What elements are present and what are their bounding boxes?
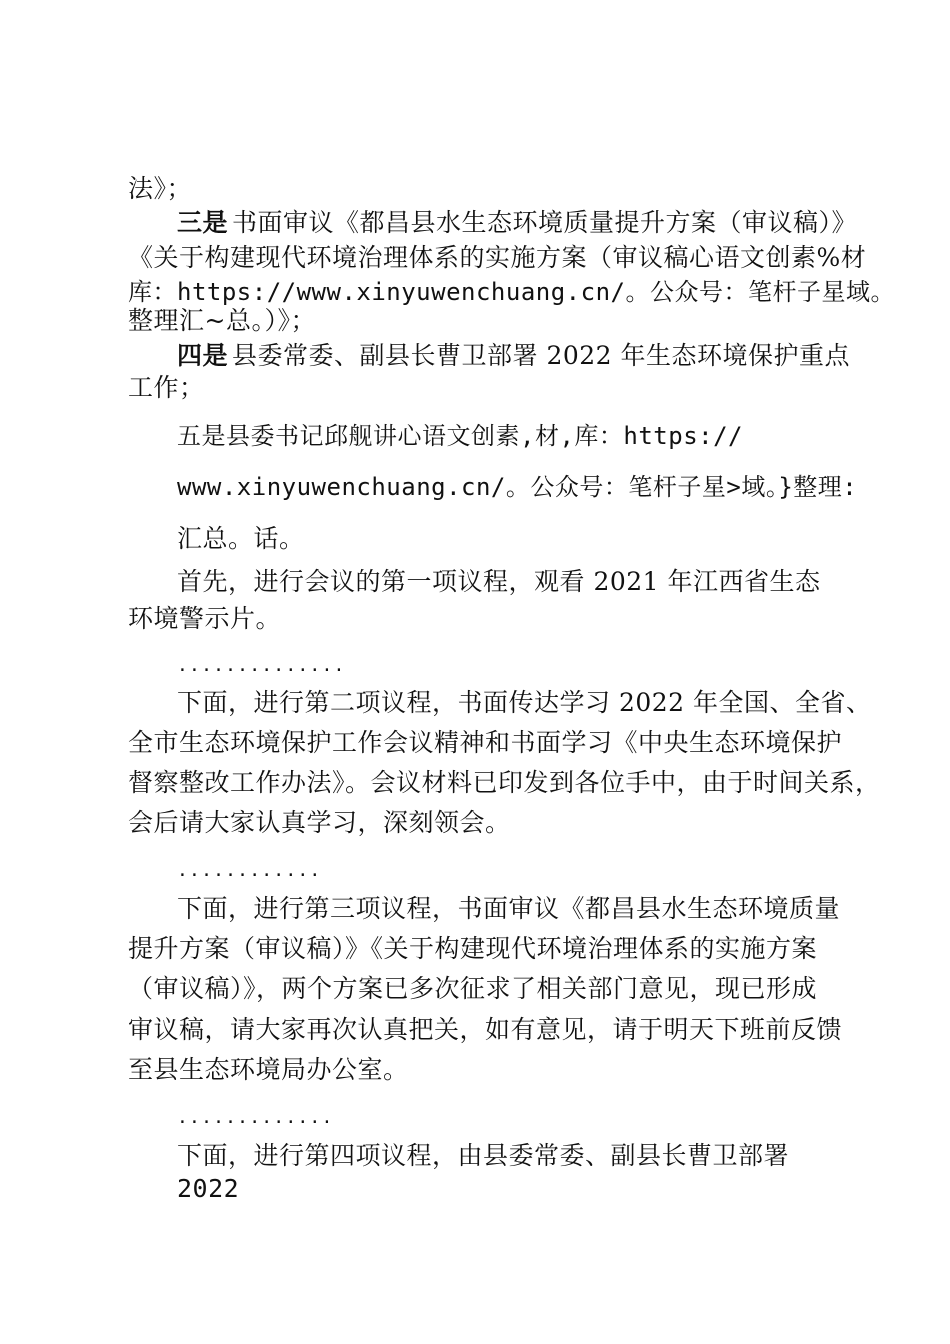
text-line-11: 首先，进行会议的第一项议程，观看 2021 年江西省生态 bbox=[177, 567, 821, 596]
text-line-6: 县委常委、副县长曹卫部署 2022 年生态环境保护重点 bbox=[232, 341, 851, 370]
text-line-2: 书面审议《都昌县水生态环境质量提升方案（审议稿）》 bbox=[232, 208, 858, 237]
text-line-12: 环境警示片。 bbox=[128, 604, 282, 633]
text-line-10: 汇总。话。 bbox=[177, 524, 305, 553]
text-line-23: 2022 bbox=[177, 1174, 240, 1203]
ellipsis-separator-2: ............ bbox=[177, 860, 322, 881]
text-line-13: 下面，进行第二项议程，书面传达学习 2022 年全国、全省、 bbox=[177, 688, 872, 717]
text-line-5: 整理汇~总。）》； bbox=[128, 306, 316, 335]
text-line-15: 督察整改工作办法》。会议材料已印发到各位手中，由于时间关系， bbox=[128, 768, 881, 797]
text-line-9: www.xinyuwenchuang.cn/。公众号：笔杆子星>域。}整理: bbox=[177, 473, 858, 501]
text-line-19: （审议稿）》，两个方案已多次征求了相关部门意见，现已形成 bbox=[128, 974, 818, 1003]
text-line-16: 会后请大家认真学习，深刻领会。 bbox=[128, 808, 511, 837]
text-line-14: 全市生态环境保护工作会议精神和书面学习《中央生态环境保护 bbox=[128, 728, 843, 757]
text-line-3: 《关于构建现代环境治理体系的实施方案（审议稿心语文创素%材 bbox=[128, 243, 867, 272]
text-line-8: 五是县委书记邱舰讲心语文创素,材,库：https:// bbox=[177, 422, 743, 450]
text-line-4: 库：https://www.xinyuwenchuang.cn/。公众号：笔杆子星域。 bbox=[128, 278, 895, 306]
text-line-1: 法》； bbox=[128, 174, 193, 203]
ellipsis-separator-1: .............. bbox=[177, 655, 346, 676]
ellipsis-separator-3: ............. bbox=[177, 1107, 334, 1128]
text-line-22: 下面，进行第四项议程，由县委常委、副县长曹卫部署 bbox=[177, 1141, 790, 1170]
text-line-21: 至县生态环境局办公室。 bbox=[128, 1055, 409, 1084]
paragraph-lead-four: 四是 bbox=[177, 341, 229, 370]
text-line-17: 下面，进行第三项议程，书面审议《都昌县水生态环境质量 bbox=[177, 894, 841, 923]
paragraph-lead-three: 三是 bbox=[177, 208, 229, 237]
text-line-20: 审议稿，请大家再次认真把关，如有意见，请于明天下班前反馈 bbox=[128, 1015, 843, 1044]
text-line-18: 提升方案（审议稿）》《关于构建现代环境治理体系的实施方案 bbox=[128, 934, 818, 963]
text-line-7: 工作； bbox=[128, 373, 205, 402]
